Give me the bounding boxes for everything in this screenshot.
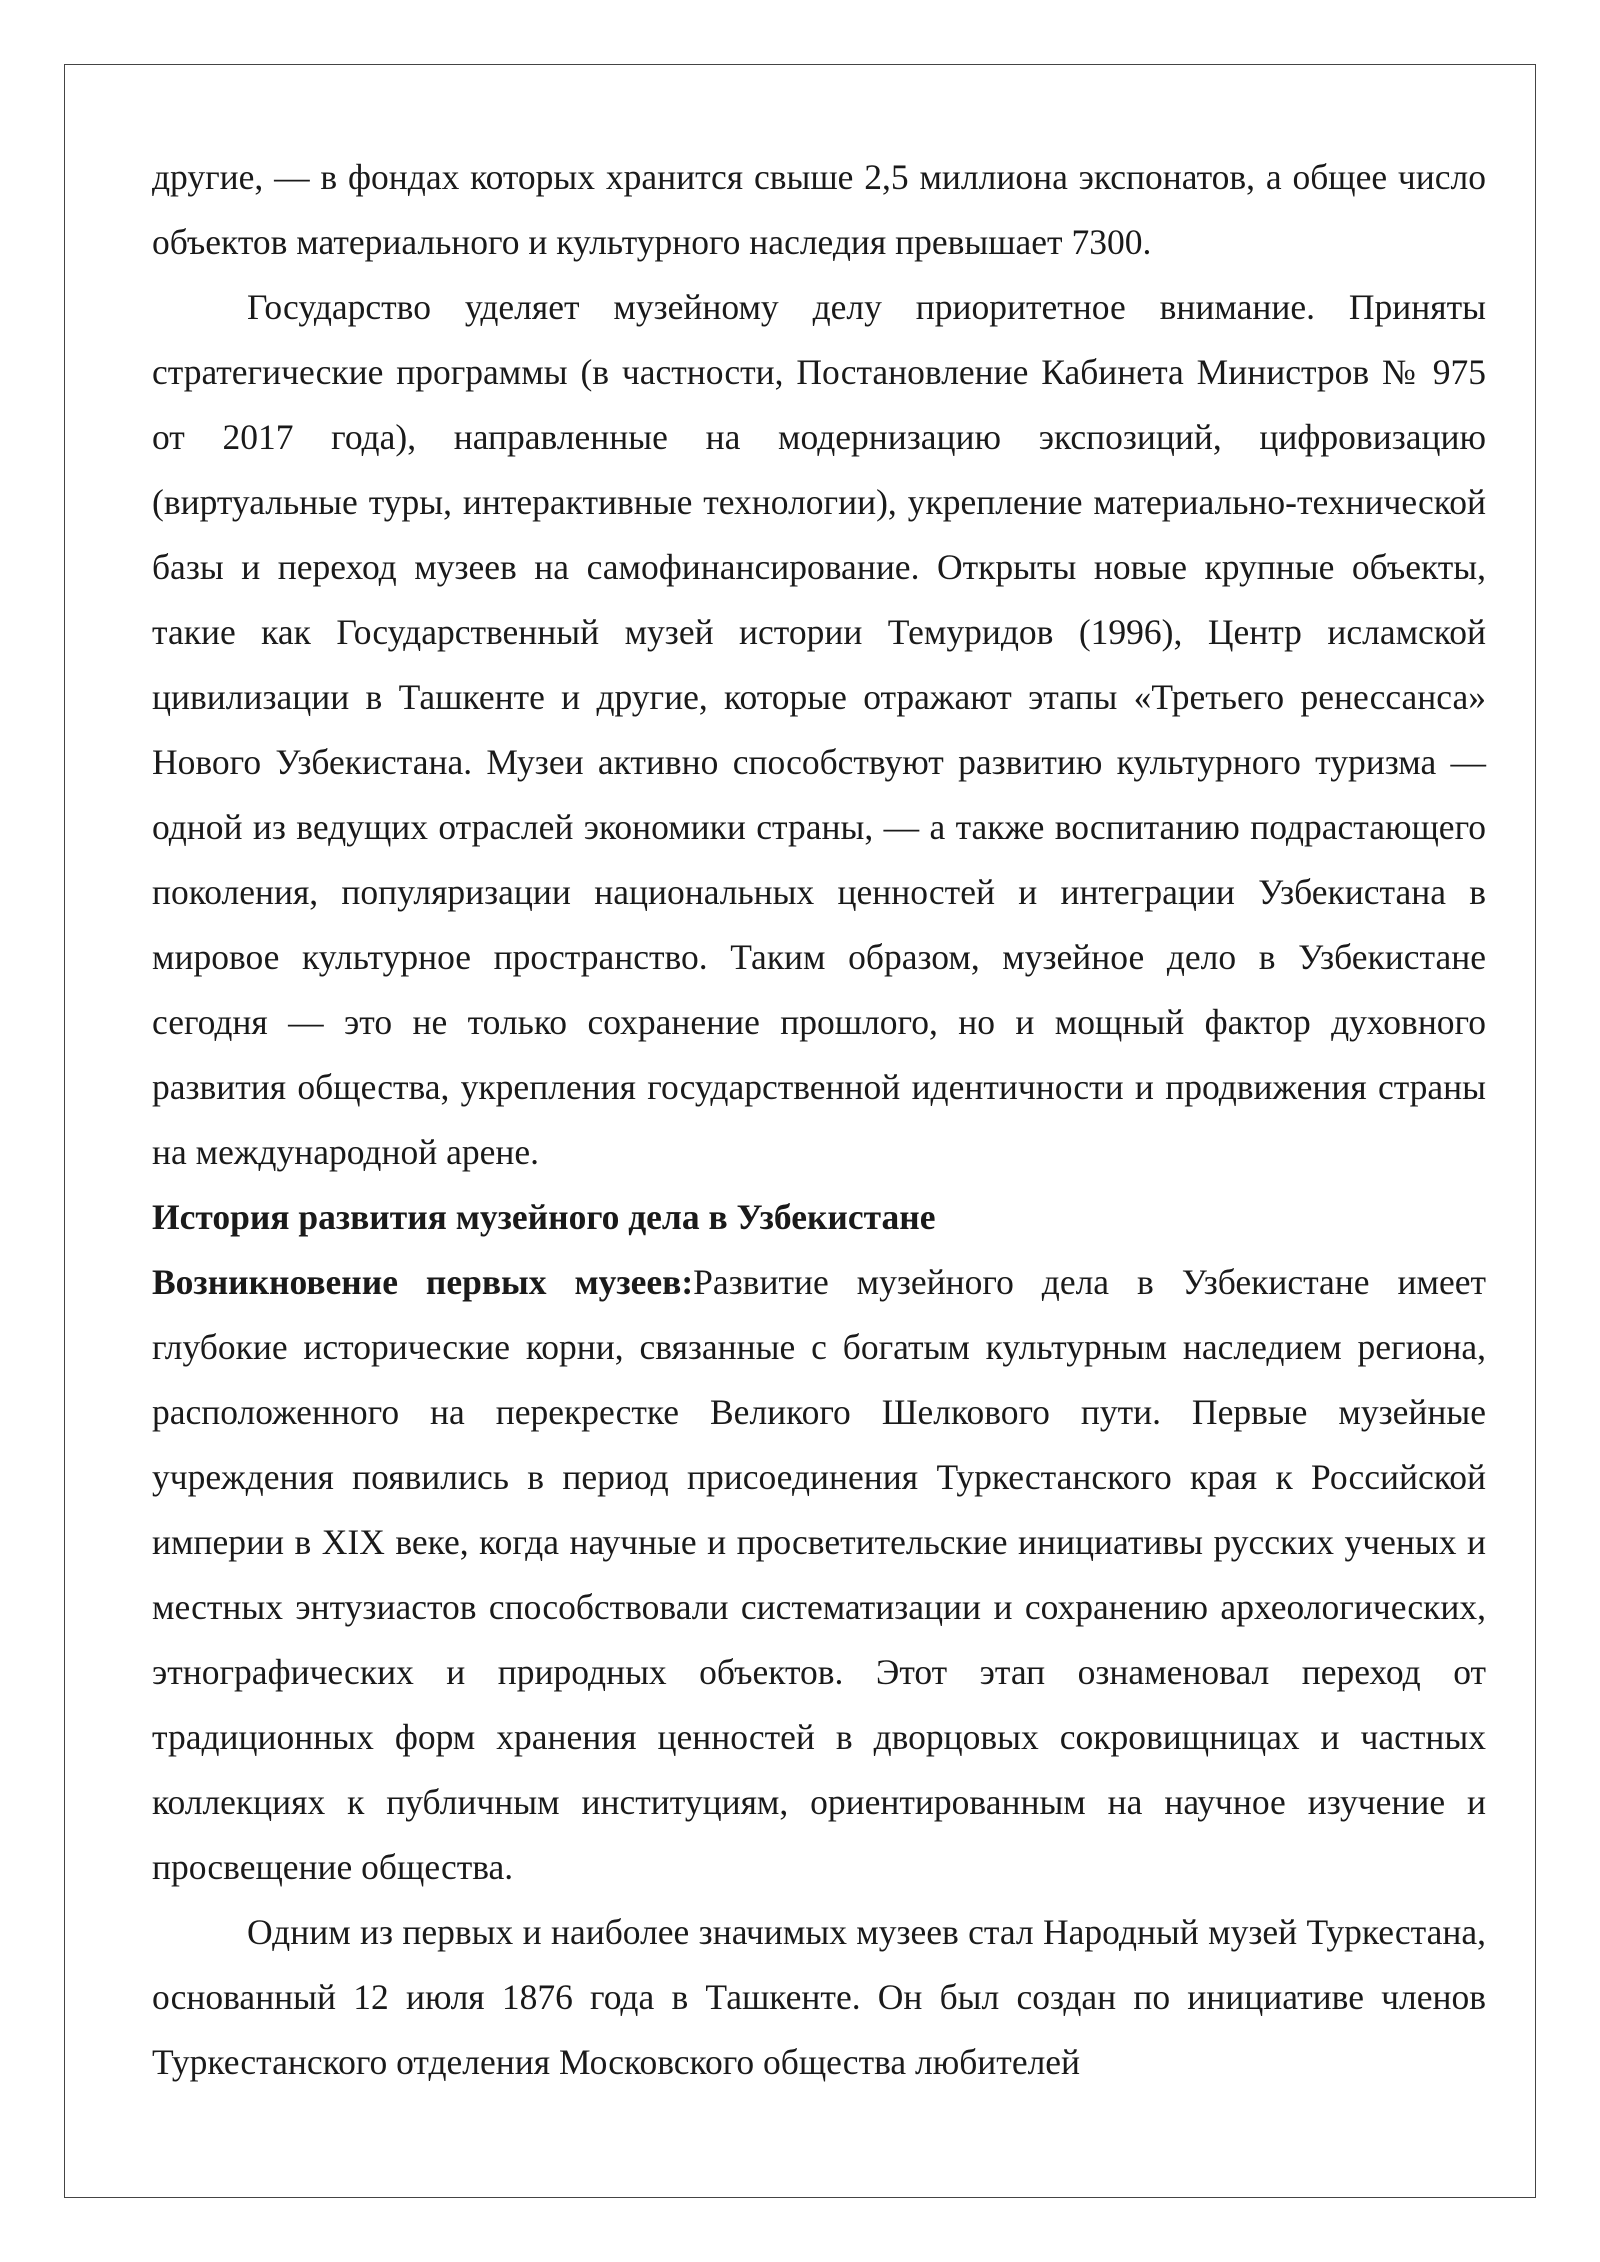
paragraph-first-museum: Одним из первых и наиболее значимых музеев стал Народный музей Туркестана, основанный 12 июля 1876 года в Ташкенте. Он был создан по инициативе членов Туркестанского отделения Московского общества любителей [152,1912,1486,2082]
paragraph-state-policy: Государство уделяет музейному делу приоритетное внимание. Приняты стратегические программы (в частности, Постановление Кабинета Министров № 975 от 2017 года), направленные на модернизацию экспозиций, цифровизацию (виртуальные туры, интерактивные технологии), укрепление материально-технической базы и переход музеев на самофинансирование. Открыты новые крупные объекты, такие как Государственный музей истории Темуридов (1996), Центр исламской цивилизации в Ташкенте и другие, которые отражают этапы «Третьего ренессанса» Нового Узбекистана. Музеи активно способствуют развитию культурного туризма — одной из ведущих отраслей экономики страны, — а также воспитанию подрастающего поколения, популяризации национальных ценностей и интеграции Узбекистана в мировое культурное пространство. Таким образом, музейное дело в Узбекистане сегодня — это не только сохранение прошлого, но и мощный фактор духовного развития общества, укрепления государственной идентичности и продвижения страны на международной арене. [152,287,1486,1172]
subsection-lead: Возникновение первых музеев: [152,1262,694,1302]
paragraph-origins [152,1250,1486,1900]
document-body [152,145,1486,2095]
section-heading: История развития музейного дела в Узбекистане [152,1197,936,1237]
paragraph-origins-text: Развитие музейного дела в Узбекистане имеет глубокие исторические корни, связанные с богатым культурным наследием региона, расположенного на перекрестке Великого Шелкового пути. Первые музейные учреждения появились в период присоединения Туркестанского края к Российской империи в XIX веке, когда научные и просветительские инициативы русских ученых и местных энтузиастов способствовали систематизации и сохранению археологических, этнографических и природных объектов. Этот этап ознаменовал переход от традиционных форм хранения ценностей в дворцовых сокровищницах и частных коллекциях к публичным институциям, ориентированным на научное изучение и просвещение общества. [152,1262,1486,1887]
paragraph-continuation: другие, — в фондах которых хранится свыше 2,5 миллиона экспонатов, а общее число объектов материального и культурного наследия превышает 7300. [152,157,1486,262]
